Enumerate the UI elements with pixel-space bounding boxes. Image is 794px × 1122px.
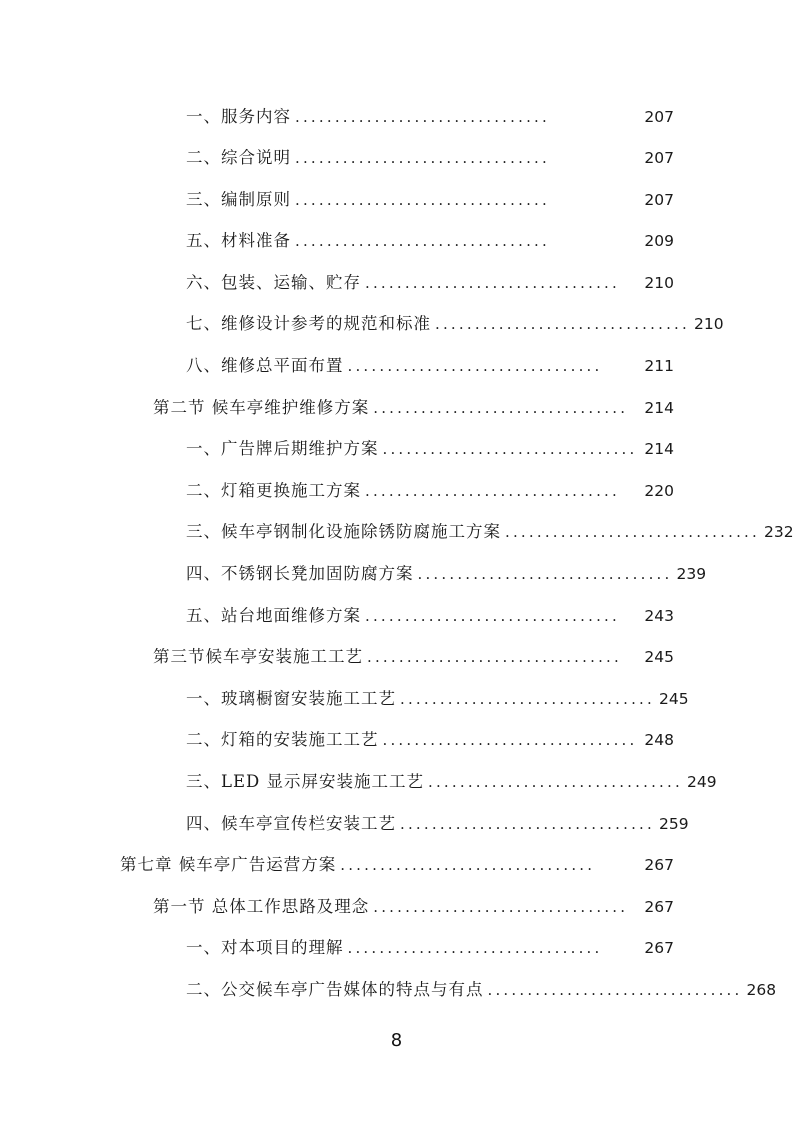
toc-dot-leader: ................................ — [340, 856, 596, 874]
toc-dot-leader: ................................ — [373, 898, 629, 916]
toc-entry — [186, 769, 717, 795]
toc-entry-title: 四、不锈钢长凳加固防腐方案 — [186, 564, 414, 583]
toc-dot-leader: ................................ — [487, 981, 743, 999]
toc-dot-leader: ................................ — [347, 357, 603, 375]
toc-entry-page: 214 — [644, 399, 674, 417]
toc-dot-leader: ................................ — [347, 939, 603, 957]
toc-entry-page: 249 — [686, 773, 717, 791]
toc-dot-leader: ................................ — [367, 648, 622, 666]
toc-entry-page: 232 — [763, 523, 794, 541]
toc-entry — [186, 561, 707, 587]
toc-dot-leader: ................................ — [382, 731, 638, 749]
toc-entry-title: 五、站台地面维修方案 — [186, 606, 361, 625]
toc-dot-leader: ................................ — [400, 690, 655, 708]
toc-entry-page: 259 — [658, 815, 689, 833]
toc-entry-title: 三、LED 显示屏安装施工工艺 — [186, 772, 424, 791]
toc-entry-page: 210 — [693, 315, 724, 333]
toc-entry-page: 245 — [658, 690, 689, 708]
toc-entry-title: 二、公交候车亭广告媒体的特点与有点 — [186, 980, 484, 999]
toc-entry-page: 267 — [644, 939, 674, 957]
page-number: 8 — [390, 1030, 403, 1051]
toc-entry — [186, 686, 689, 712]
toc-entry-page: 268 — [746, 981, 777, 999]
toc-dot-leader: ................................ — [295, 191, 550, 209]
toc-entry-page: 210 — [644, 274, 674, 292]
toc-entry-page: 207 — [644, 108, 674, 126]
toc-entry — [186, 811, 689, 837]
toc-entry-title: 二、综合说明 — [186, 148, 291, 167]
toc-entry-page: 248 — [644, 731, 674, 749]
toc-entry-title: 第三节候车亭安装施工工艺 — [153, 647, 363, 666]
toc-entry-page: 267 — [644, 898, 674, 916]
toc-entry — [120, 852, 674, 878]
toc-entry — [186, 478, 674, 504]
toc-entry-title: 第七章 候车亭广告运营方案 — [120, 855, 337, 874]
toc-dot-leader: ................................ — [365, 482, 620, 500]
toc-entry — [186, 270, 674, 296]
toc-entry — [186, 727, 674, 753]
toc-entry — [186, 935, 674, 961]
toc-entry-page: 239 — [676, 565, 707, 583]
toc-dot-leader: ................................ — [295, 232, 550, 250]
toc-entry — [186, 353, 674, 379]
toc-entry-title: 三、候车亭钢制化设施除锈防腐施工方案 — [186, 522, 501, 541]
toc-entry-title: 五、材料准备 — [186, 231, 291, 250]
toc-dot-leader: ................................ — [382, 440, 638, 458]
toc-entry — [186, 104, 674, 130]
toc-dot-leader: ................................ — [417, 565, 673, 583]
toc-dot-leader: ................................ — [505, 523, 760, 541]
toc-entry — [186, 228, 674, 254]
toc-entry-title: 一、对本项目的理解 — [186, 938, 344, 957]
toc-dot-leader: ................................ — [400, 815, 655, 833]
toc-entry-page: 207 — [644, 191, 674, 209]
toc-entry-title: 二、灯箱的安装施工工艺 — [186, 730, 379, 749]
toc-entry-page: 207 — [644, 149, 674, 167]
toc-entry-page: 214 — [644, 440, 674, 458]
toc-entry — [153, 644, 674, 670]
toc-entry — [186, 519, 794, 545]
toc-entry-page: 267 — [644, 856, 674, 874]
toc-entry — [186, 977, 777, 1003]
toc-dot-leader: ................................ — [373, 399, 629, 417]
toc-entry-title: 四、候车亭宣传栏安装工艺 — [186, 814, 396, 833]
toc-entry-title: 六、包装、运输、贮存 — [186, 273, 361, 292]
toc-entry-title: 七、维修设计参考的规范和标准 — [186, 314, 431, 333]
toc-entry-title: 一、玻璃橱窗安装施工工艺 — [186, 689, 396, 708]
toc-entry — [186, 187, 674, 213]
toc-entry-title: 一、广告牌后期维护方案 — [186, 439, 379, 458]
toc-entry-title: 第二节 候车亭维护维修方案 — [153, 398, 370, 417]
toc-entry — [153, 395, 674, 421]
toc-dot-leader: ................................ — [365, 274, 620, 292]
toc-entry — [186, 603, 674, 629]
toc-entry-title: 一、服务内容 — [186, 107, 291, 126]
toc-entry-page: 245 — [644, 648, 674, 666]
toc-dot-leader: ................................ — [295, 108, 550, 126]
toc-entry — [186, 311, 724, 337]
toc-dot-leader: ................................ — [427, 773, 683, 791]
toc-dot-leader: ................................ — [435, 315, 690, 333]
toc-dot-leader: ................................ — [365, 607, 620, 625]
toc-entry-title: 二、灯箱更换施工方案 — [186, 481, 361, 500]
toc-dot-leader: ................................ — [295, 149, 550, 167]
toc-entry-page: 243 — [644, 607, 674, 625]
toc-entry-title: 三、编制原则 — [186, 190, 291, 209]
toc-entry — [153, 894, 674, 920]
toc-entry-page: 209 — [644, 232, 674, 250]
toc-entry-page: 211 — [644, 357, 674, 375]
toc-entry-title: 第一节 总体工作思路及理念 — [153, 897, 370, 916]
toc-entry — [186, 145, 674, 171]
toc-entry-page: 220 — [644, 482, 674, 500]
toc-entry-title: 八、维修总平面布置 — [186, 356, 344, 375]
toc-entry — [186, 436, 674, 462]
